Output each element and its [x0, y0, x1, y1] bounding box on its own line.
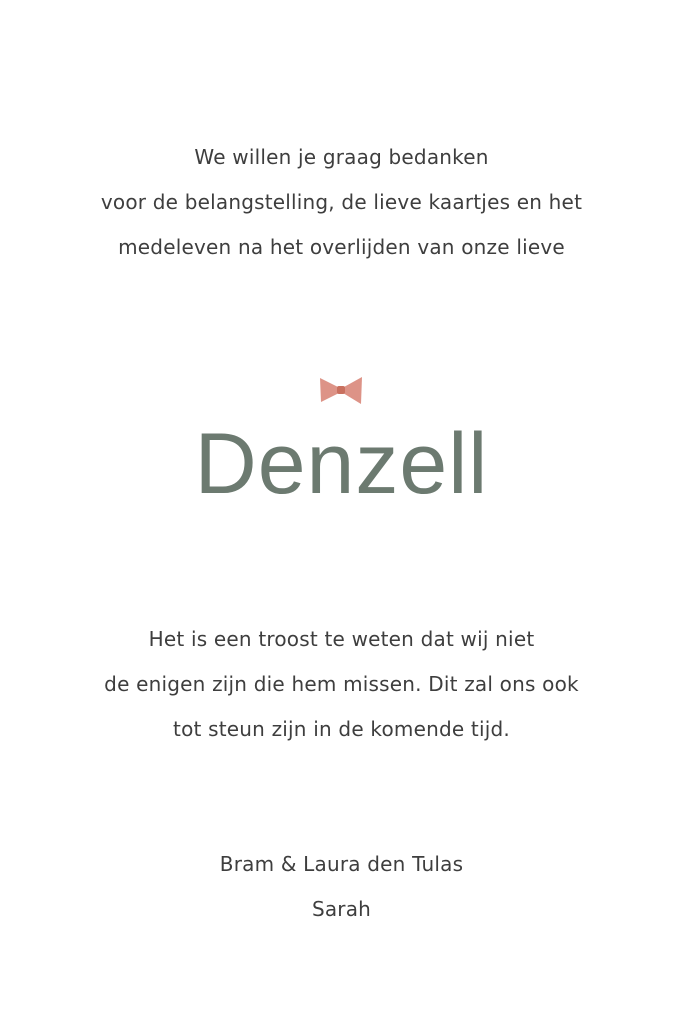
signature-line-2: Sarah [311, 897, 372, 921]
message-line-2: de enigen zijn die hem missen. Dit zal ons ook [104, 672, 579, 696]
message-line-1: Het is een troost te weten dat wij niet [148, 627, 535, 651]
intro-line-2: voor de belangstelling, de lieve kaartjes en het [100, 190, 583, 214]
intro-line-1: We willen je graag bedanken [194, 145, 489, 169]
bowtie-icon [318, 374, 364, 406]
message-line-3: tot steun zijn in de komende tijd. [173, 717, 510, 741]
intro-line-3: medeleven na het overlijden van onze lieve [118, 235, 565, 259]
deceased-name: Denzell [194, 416, 489, 512]
signature-line-1: Bram & Laura den Tulas [219, 852, 464, 876]
